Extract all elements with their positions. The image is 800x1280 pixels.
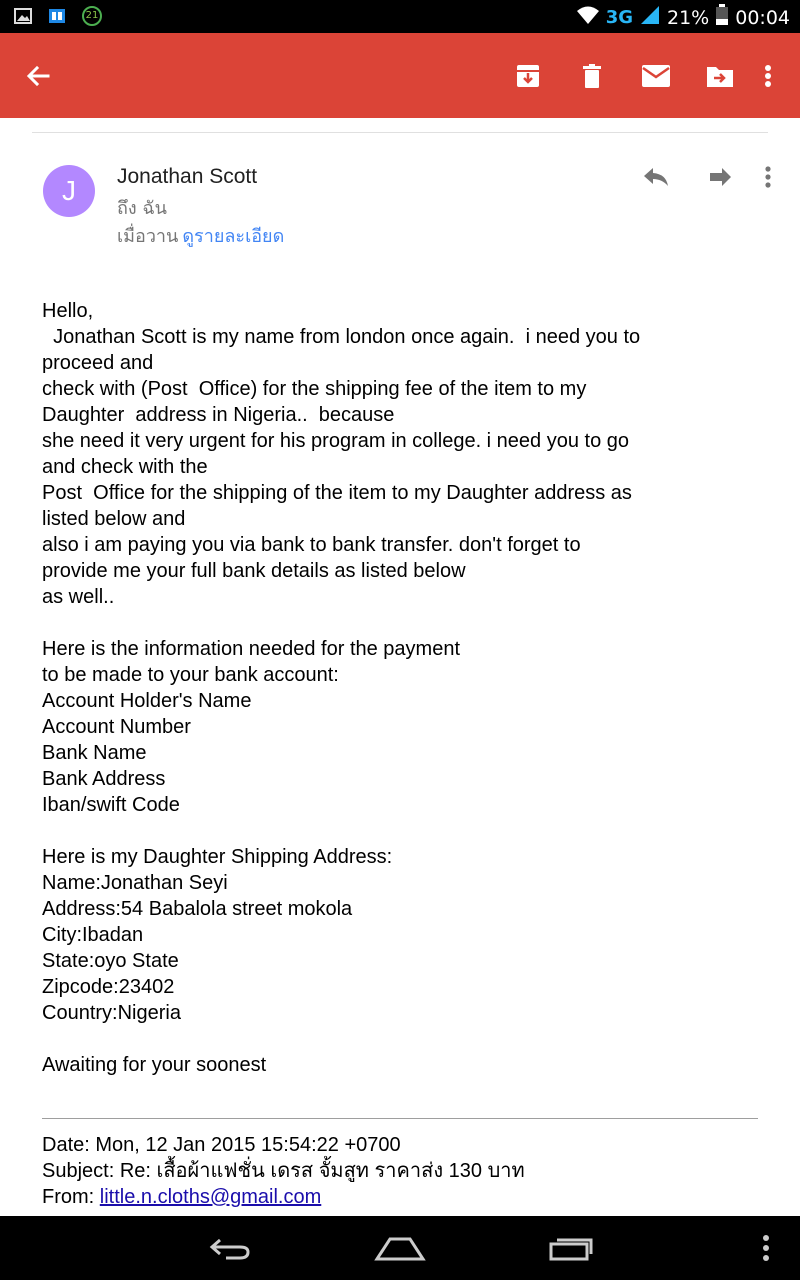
email-body-line: Bank Address <box>42 768 166 790</box>
network-type: 3G <box>605 7 633 28</box>
quote-divider <box>42 1118 758 1119</box>
sender-name: Jonathan Scott <box>117 165 258 188</box>
email-body-line <box>42 818 762 844</box>
email-body-line <box>42 1026 762 1052</box>
forward-icon[interactable] <box>700 160 740 194</box>
gallery-icon <box>14 7 32 25</box>
mark-unread-icon[interactable] <box>634 54 678 98</box>
email-body-line: as well.. <box>42 586 115 608</box>
quoted-date: Date: Mon, 12 Jan 2015 15:54:22 +0700 <box>42 1134 401 1156</box>
email-body-line: check with (Post Office) for the shipping fee of the item to my <box>42 378 587 400</box>
reply-icon[interactable] <box>636 160 676 194</box>
view-details-link[interactable]: ดูรายละเอียด <box>182 226 285 247</box>
clock: 00:04 <box>735 6 790 29</box>
avatar[interactable]: J <box>43 165 95 217</box>
email-body-line: she need it very urgent for his program in college. i need you to go <box>42 430 630 452</box>
menu-nav-icon[interactable] <box>736 1230 796 1266</box>
recipient-line: ถึง ฉัน <box>117 198 167 219</box>
email-body-line: Here is my Daughter Shipping Address: <box>42 846 393 868</box>
email-body-line: Iban/swift Code <box>42 794 180 816</box>
status-bar <box>0 0 800 33</box>
sender-email-link[interactable]: little.n.cloths@gmail.com <box>99 1186 322 1208</box>
wifi-icon <box>576 5 600 30</box>
notification-badge-icon: 21 <box>82 6 102 26</box>
archive-icon[interactable] <box>506 54 550 98</box>
quoted-subject: Subject: Re: เสื้อผ้าแฟชั่น เดรส จั้มสูท ราคาส่ง 130 บาท <box>42 1160 525 1182</box>
email-body-line: also i am paying you via bank to bank transfer. don't forget to <box>42 534 581 556</box>
email-body-line: Account Number <box>42 716 191 738</box>
message-overflow-icon[interactable] <box>748 160 788 194</box>
quoted-from-label: From: <box>42 1186 100 1208</box>
home-nav-icon[interactable] <box>370 1230 430 1266</box>
email-body-line <box>42 610 762 636</box>
email-body-line: Address:54 Babalola street mokola <box>42 898 353 920</box>
email-body-line: Daughter address in Nigeria.. because <box>42 404 395 426</box>
email-body-line: Bank Name <box>42 742 147 764</box>
divider <box>32 132 768 133</box>
app-toolbar <box>0 33 800 118</box>
back-arrow-icon[interactable] <box>16 54 60 98</box>
email-body-line: Country:Nigeria <box>42 1002 181 1024</box>
navigation-bar <box>0 1216 800 1280</box>
battery-icon <box>715 4 729 31</box>
back-nav-icon[interactable] <box>200 1230 260 1266</box>
news-icon <box>48 7 66 25</box>
signal-icon <box>639 5 661 30</box>
email-body-line: State:oyo State <box>42 950 179 972</box>
quoted-from <box>42 1184 762 1210</box>
email-body-line: Awaiting for your soonest <box>42 1054 267 1076</box>
timestamp: เมื่อวาน <box>117 226 179 247</box>
email-body-line: Here is the information needed for the payment <box>42 638 461 660</box>
email-body-line: Jonathan Scott is my name from london once again. i need you to <box>42 326 641 348</box>
email-body-line: Hello, <box>42 300 94 322</box>
email-body-line: Post Office for the shipping of the item to my Daughter address as <box>42 482 632 504</box>
email-body-line: Account Holder's Name <box>42 690 252 712</box>
email-body-line: to be made to your bank account: <box>42 664 339 686</box>
email-body <box>42 298 762 1078</box>
email-body-line: Name:Jonathan Seyi <box>42 872 228 894</box>
email-body-line: listed below and <box>42 508 186 530</box>
quoted-header <box>42 1132 762 1210</box>
email-body-line: proceed and <box>42 352 154 374</box>
battery-percent: 21% <box>667 6 710 29</box>
overflow-menu-icon[interactable] <box>746 54 790 98</box>
email-body-line: provide me your full bank details as listed below <box>42 560 466 582</box>
email-body-line: Zipcode:23402 <box>42 976 175 998</box>
delete-icon[interactable] <box>570 54 614 98</box>
move-to-icon[interactable] <box>698 54 742 98</box>
email-body-line: City:Ibadan <box>42 924 144 946</box>
recents-nav-icon[interactable] <box>541 1230 601 1266</box>
email-body-line: and check with the <box>42 456 208 478</box>
timestamp-line <box>117 221 284 250</box>
